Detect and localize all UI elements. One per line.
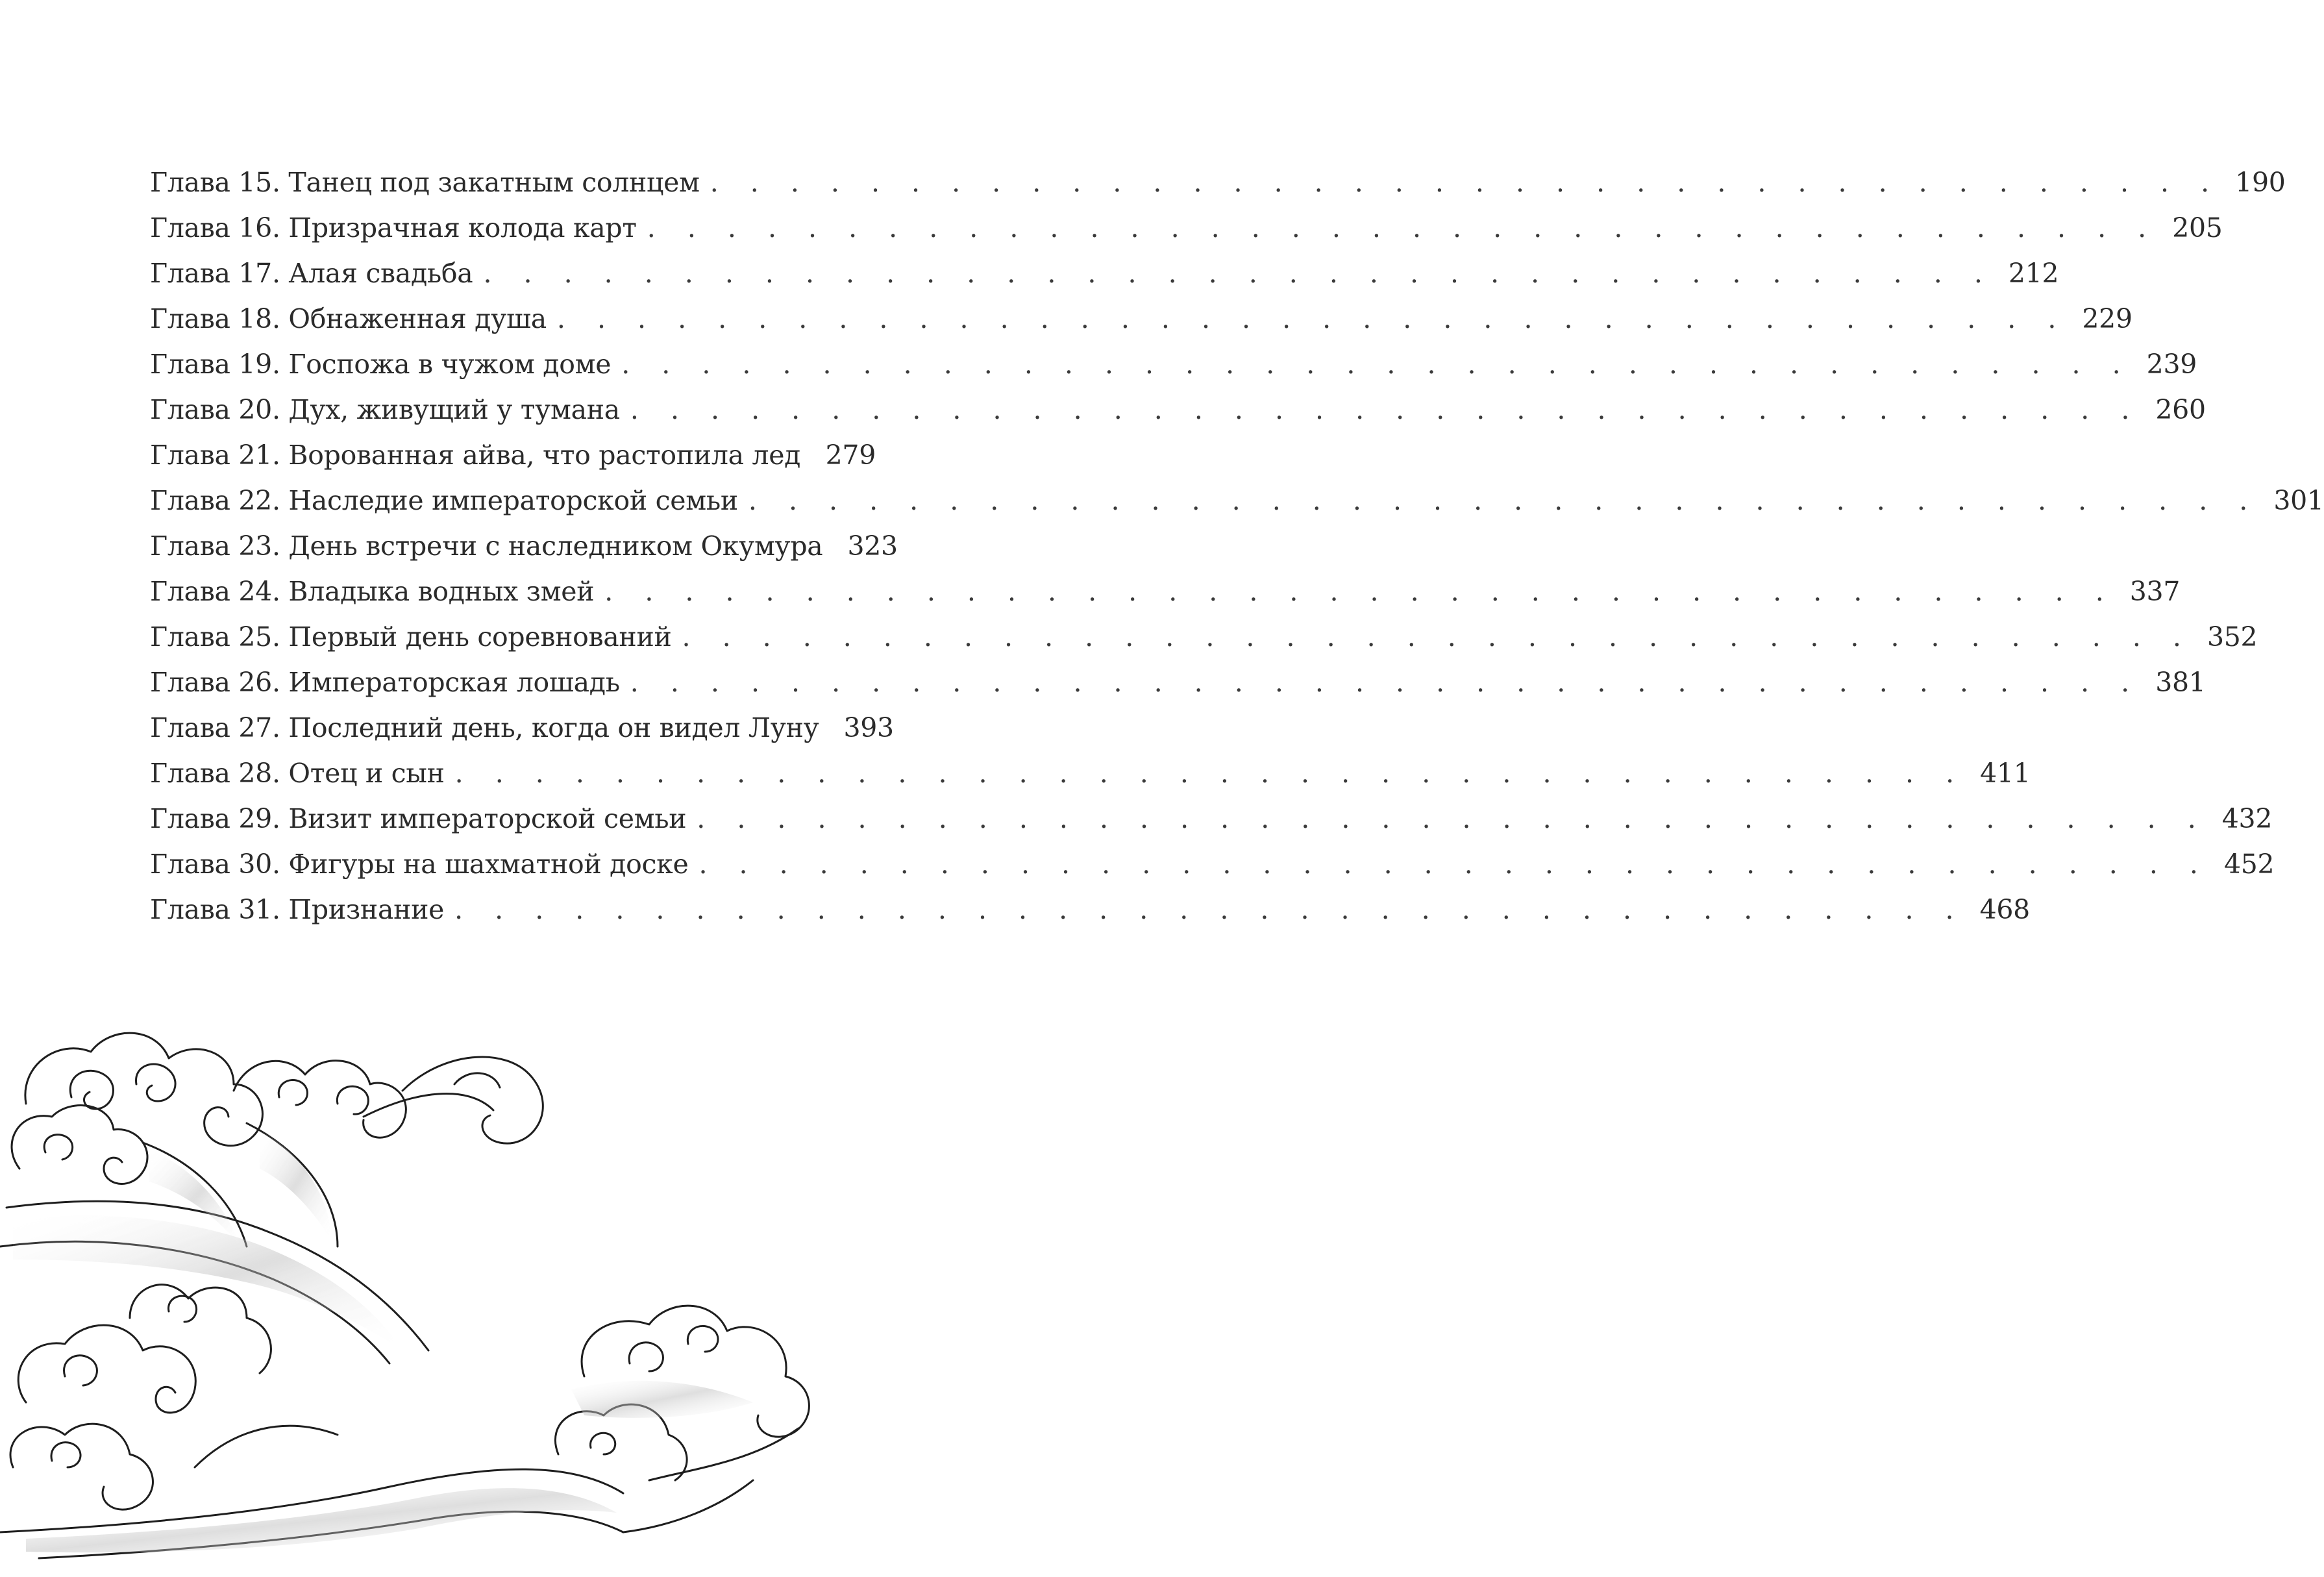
cloud-swirl-ornament-icon	[0, 1013, 974, 1577]
page-number: 190	[2235, 167, 2286, 198]
dot-leader: . . . . . . . . . . . . . . . . . . . . . . . . . . . . . . . . . . . . . .	[483, 258, 1994, 289]
dot-leader: . . . . . . . . . . . . . . . . . . . . . . . . . . . . . . . . . . . . . .	[710, 167, 2221, 198]
chapter-title: Глава 17. Алая свадьба	[150, 258, 473, 289]
page-number: 432	[2221, 803, 2273, 834]
chapter-title: Глава 15. Танец под закатным солнцем	[150, 167, 700, 198]
page-number: 260	[2155, 394, 2206, 425]
dot-leader: . . . . . . . . . . . . . . . . . . . . . . . . . . . . . . . . . . . . . .	[556, 303, 2068, 334]
toc-entry	[150, 887, 2030, 932]
toc-entry	[150, 251, 2059, 296]
chapter-title: Глава 23. День встречи с наследником Окумура	[150, 530, 823, 562]
toc-entry	[150, 796, 2273, 841]
chapter-title: Глава 29. Визит императорской семьи	[150, 803, 687, 834]
toc-entry	[150, 387, 2206, 432]
chapter-title: Глава 25. Первый день соревнований	[150, 621, 672, 652]
dot-leader: . . . . . . . . . . . . . . . . . . . . . . . . . . . . . . . . . . . . . .	[630, 667, 2142, 698]
chapter-title: Глава 28. Отец и сын	[150, 758, 445, 789]
toc-entry	[150, 523, 898, 569]
page-number: 212	[2008, 258, 2059, 289]
toc-entry	[150, 660, 2206, 705]
dot-leader: . . . . . . . . . . . . . . . . . . . . . . . . . . . . . . . . . . . . . .	[621, 349, 2132, 380]
page-number: 323	[847, 530, 898, 562]
toc-entry	[150, 841, 2275, 887]
chapter-title: Глава 19. Госпожа в чужом доме	[150, 349, 612, 380]
chapter-title: Глава 31. Признание	[150, 894, 445, 925]
toc-entry	[150, 751, 2031, 796]
page-number: 279	[825, 440, 876, 471]
dot-leader: . . . . . . . . . . . . . . . . . . . . . . . . . . . . . . . . . . . . . .	[454, 758, 1966, 789]
dot-leader: . . . . . . . . . . . . . . . . . . . . . . . . . . . . . . . . . . . . . .	[630, 394, 2142, 425]
chapter-title: Глава 26. Императорская лошадь	[150, 667, 620, 698]
page-number: 239	[2146, 349, 2197, 380]
page-number: 229	[2082, 303, 2132, 334]
page-number: 301	[2273, 485, 2324, 516]
dot-leader: . . . . . . . . . . . . . . . . . . . . . . . . . . . . . . . . . . . . . .	[698, 849, 2210, 880]
dot-leader: . . . . . . . . . . . . . . . . . . . . . . . . . . . . . . . . . . . . . .	[604, 576, 2116, 607]
chapter-title: Глава 22. Наследие императорской семьи	[150, 485, 738, 516]
chapter-title: Глава 24. Владыка водных змей	[150, 576, 595, 607]
page-number: 411	[1980, 758, 2031, 789]
toc-entry	[150, 432, 876, 478]
dot-leader: . . . . . . . . . . . . . . . . . . . . . . . . . . . . . . . . . . . . . .	[647, 212, 2158, 243]
page-number: 452	[2223, 849, 2275, 880]
toc-entry	[150, 705, 894, 751]
table-of-contents	[150, 160, 2324, 932]
page-number: 352	[2207, 621, 2258, 652]
toc-entry	[150, 614, 2258, 660]
page-number: 468	[1979, 894, 2030, 925]
toc-entry	[150, 341, 2197, 387]
toc-entry	[150, 205, 2223, 251]
page-number: 337	[2129, 576, 2181, 607]
chapter-title: Глава 27. Последний день, когда он видел Луну	[150, 712, 819, 743]
toc-entry	[150, 296, 2132, 341]
chapter-title: Глава 30. Фигуры на шахматной доске	[150, 849, 689, 880]
dot-leader: . . . . . . . . . . . . . . . . . . . . . . . . . . . . . . . . . . . . . .	[748, 485, 2260, 516]
page-number: 381	[2155, 667, 2206, 698]
chapter-title: Глава 20. Дух, живущий у тумана	[150, 394, 620, 425]
chapter-title: Глава 18. Обнаженная душа	[150, 303, 547, 334]
chapter-title: Глава 21. Ворованная айва, что растопила лед	[150, 440, 801, 471]
page-number: 393	[843, 712, 894, 743]
chapter-title: Глава 16. Призрачная колода карт	[150, 212, 637, 243]
toc-entry	[150, 569, 2181, 614]
dot-leader: . . . . . . . . . . . . . . . . . . . . . . . . . . . . . . . . . . . . . .	[697, 803, 2208, 834]
toc-entry	[150, 478, 2324, 523]
dot-leader: . . . . . . . . . . . . . . . . . . . . . . . . . . . . . . . . . . . . . .	[454, 894, 1966, 925]
toc-entry	[150, 160, 2286, 205]
dot-leader: . . . . . . . . . . . . . . . . . . . . . . . . . . . . . . . . . . . . . .	[682, 621, 2193, 652]
page-number: 205	[2172, 212, 2223, 243]
